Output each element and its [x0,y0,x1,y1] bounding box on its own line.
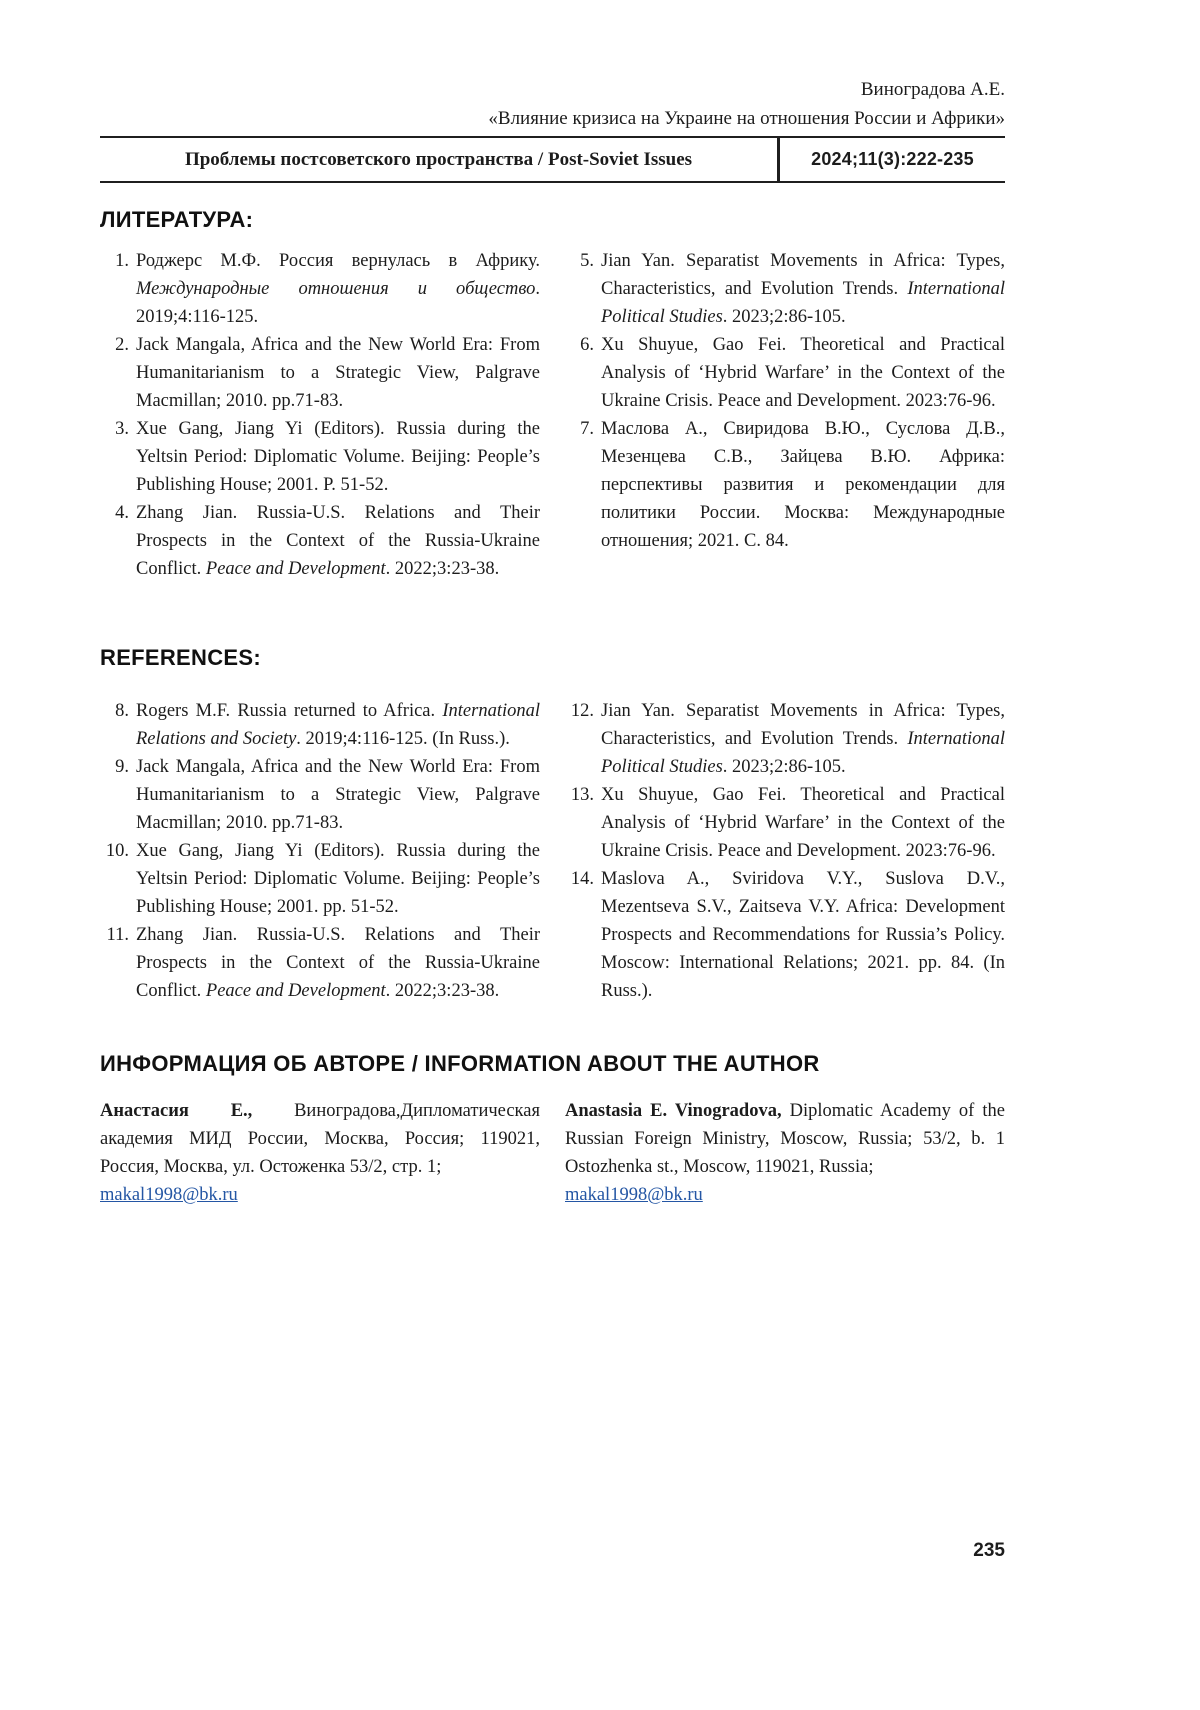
reference-text [136,415,540,499]
author-description-ru [100,1097,540,1181]
text-segment: Jack Mangala, Africa and the New World Era: From Humanitarianism to a Strategic View, Palgrave Macmillan; 2010. pp.71-83. [136,335,540,411]
journal-title: Проблемы постсоветского пространства / Post-Soviet Issues [184,148,693,170]
text-segment: Роджерс М.Ф. Россия вернулась в Африку. [136,251,540,271]
author-name-bold: Anastasia E. Vinogradova, [565,1101,790,1121]
author-info-columns [100,1097,1005,1209]
text-segment: . 2023;2:86-105. [722,307,846,327]
references-heading: REFERENCES: [100,645,261,670]
reference-text [136,753,540,837]
reference-number: 1. [115,251,129,271]
text-segment: Jian Yan. Separatist Movements in Africa: Types, Characteristics, and Evolution Trends. [601,701,1005,749]
reference-number: 14. [570,869,594,889]
reference-item [565,781,1005,865]
italic-text-segment: Международные отношения и общество [136,279,536,299]
author-name-bold: Анастасия Е., [100,1101,295,1121]
references-right-column [565,697,1005,1005]
italic-text-segment: International Political Studies [601,729,1005,777]
reference-text [136,837,540,921]
running-head-article-title: «Влияние кризиса на Украине на отношения России и Африки» [488,108,1005,129]
reference-text [601,331,1005,415]
text-segment: Rogers M.F. Russia returned to Africa. [136,701,443,721]
reference-item [100,499,540,583]
reference-text [601,415,1005,555]
text-segment: Jack Mangala, Africa and the New World Era: From Humanitarianism to a Strategic View, Palgrave Macmillan; 2010. pp.71-83. [136,757,540,833]
author-info-block-en [565,1097,1005,1209]
author-email-link-ru[interactable]: makal1998@bk.ru [100,1185,238,1205]
italic-text-segment: International Political Studies [601,279,1005,327]
reference-text [136,331,540,415]
reference-text [601,697,1005,781]
reference-item [100,415,540,499]
reference-number: 8. [115,701,129,721]
references-columns [100,697,1005,1005]
running-head [100,75,1005,133]
text-segment: Zhang Jian. Russia-U.S. Relations and Their Prospects in the Context of the Russia-Ukraine Conflict. [136,503,540,579]
references-left-column [100,697,540,1005]
italic-text-segment: Peace and Development [205,559,386,579]
text-segment: . 2022;3:23-38. [385,981,500,1001]
reference-text [136,499,540,583]
reference-item [100,247,540,331]
italic-text-segment: International Relations and Society [136,701,540,749]
italic-text-segment: Peace and Development [205,981,386,1001]
reference-number: 12. [570,701,594,721]
journal-bar [100,136,1005,183]
reference-text [136,247,540,331]
reference-item [100,837,540,921]
text-segment: Maslova A., Sviridova V.Y., Suslova D.V., Mezentseva S.V., Zaitseva V.Y. Africa: Development Prospects and Recommendations for Russia’s Policy. Moscow: International Relations; 2021. pp. 84. (In Russ.). [601,869,1005,1001]
reference-number: 4. [115,503,129,523]
reference-text [136,697,540,753]
running-head-author: Виноградова А.Е. [860,79,1005,100]
reference-text [601,247,1005,331]
author-description-en [565,1097,1005,1181]
reference-item [100,753,540,837]
text-segment: Xu Shuyue, Gao Fei. Theoretical and Practical Analysis of ‘Hybrid Warfare’ in the Context of the Ukraine Crisis. Peace and Development. 2023:76-96. [601,785,1005,861]
text-segment: Diplomatic Academy of the Russian Foreign Ministry, Moscow, Russia; 53/2, b. 1 Ostozhenka st., Moscow, 119021, Russia; [565,1101,1005,1177]
text-segment: Виноградова,Дипломатическая академия МИД России, Москва, Россия; 119021, Россия, Москва, ул. Остоженка 53/2, стр. 1; [100,1101,540,1177]
reference-item [565,697,1005,781]
text-segment: . 2019;4:116-125. (In Russ.). [296,729,510,749]
text-segment: Zhang Jian. Russia-U.S. Relations and Their Prospects in the Context of the Russia-Ukraine Conflict. [136,925,540,1001]
literatura-left-column [100,247,540,583]
text-segment: . 2023;2:86-105. [722,757,846,777]
reference-number: 13. [570,785,594,805]
reference-item [100,331,540,415]
reference-number: 10. [105,841,129,861]
author-email-link-en[interactable]: makal1998@bk.ru [565,1185,703,1205]
reference-number: 11. [106,925,129,945]
journal-issue-citation: 2024;11(3):222-235 [811,149,974,169]
reference-number: 2. [115,335,129,355]
reference-text [601,781,1005,865]
reference-text [601,865,1005,1005]
reference-item [565,865,1005,1005]
literatura-columns [100,247,1005,583]
reference-number: 5. [580,251,594,271]
literatura-heading: ЛИТЕРАТУРА: [100,207,254,232]
text-segment: . 2022;3:23-38. [385,559,500,579]
reference-item [565,247,1005,331]
reference-text [136,921,540,1005]
text-segment: Xue Gang, Jiang Yi (Editors). Russia during the Yeltsin Period: Diplomatic Volume. Beijing: People’s Publishing House; 2001. P. 51-52. [136,419,540,495]
text-segment: Xu Shuyue, Gao Fei. Theoretical and Practical Analysis of ‘Hybrid Warfare’ in the Context of the Ukraine Crisis. Peace and Development. 2023:76-96. [601,335,1005,411]
author-info-block-ru [100,1097,540,1209]
reference-item [100,921,540,1005]
author-info-heading: ИНФОРМАЦИЯ ОБ АВТОРЕ / INFORMATION ABOUT THE AUTHOR [100,1051,820,1076]
text-segment: . 2019;4:116-125. [136,279,540,327]
reference-item [100,697,540,753]
text-segment: Xue Gang, Jiang Yi (Editors). Russia during the Yeltsin Period: Diplomatic Volume. Beijing: People’s Publishing House; 2001. pp. 51-52. [136,841,540,917]
page-number: 235 [973,1540,1005,1561]
reference-number: 7. [580,419,594,439]
reference-item [565,331,1005,415]
reference-number: 6. [580,335,594,355]
reference-number: 9. [115,757,129,777]
reference-item [565,415,1005,555]
literatura-right-column [565,247,1005,583]
text-segment: Маслова А., Свиридова В.Ю., Суслова Д.В., Мезенцева С.В., Зайцева В.Ю. Африка: перспективы развития и рекомендации для политики России. Москва: Международные отношения; 2021. С. 84. [601,419,1005,551]
reference-number: 3. [115,419,129,439]
text-segment: Jian Yan. Separatist Movements in Africa: Types, Characteristics, and Evolution Trends. [601,251,1005,299]
